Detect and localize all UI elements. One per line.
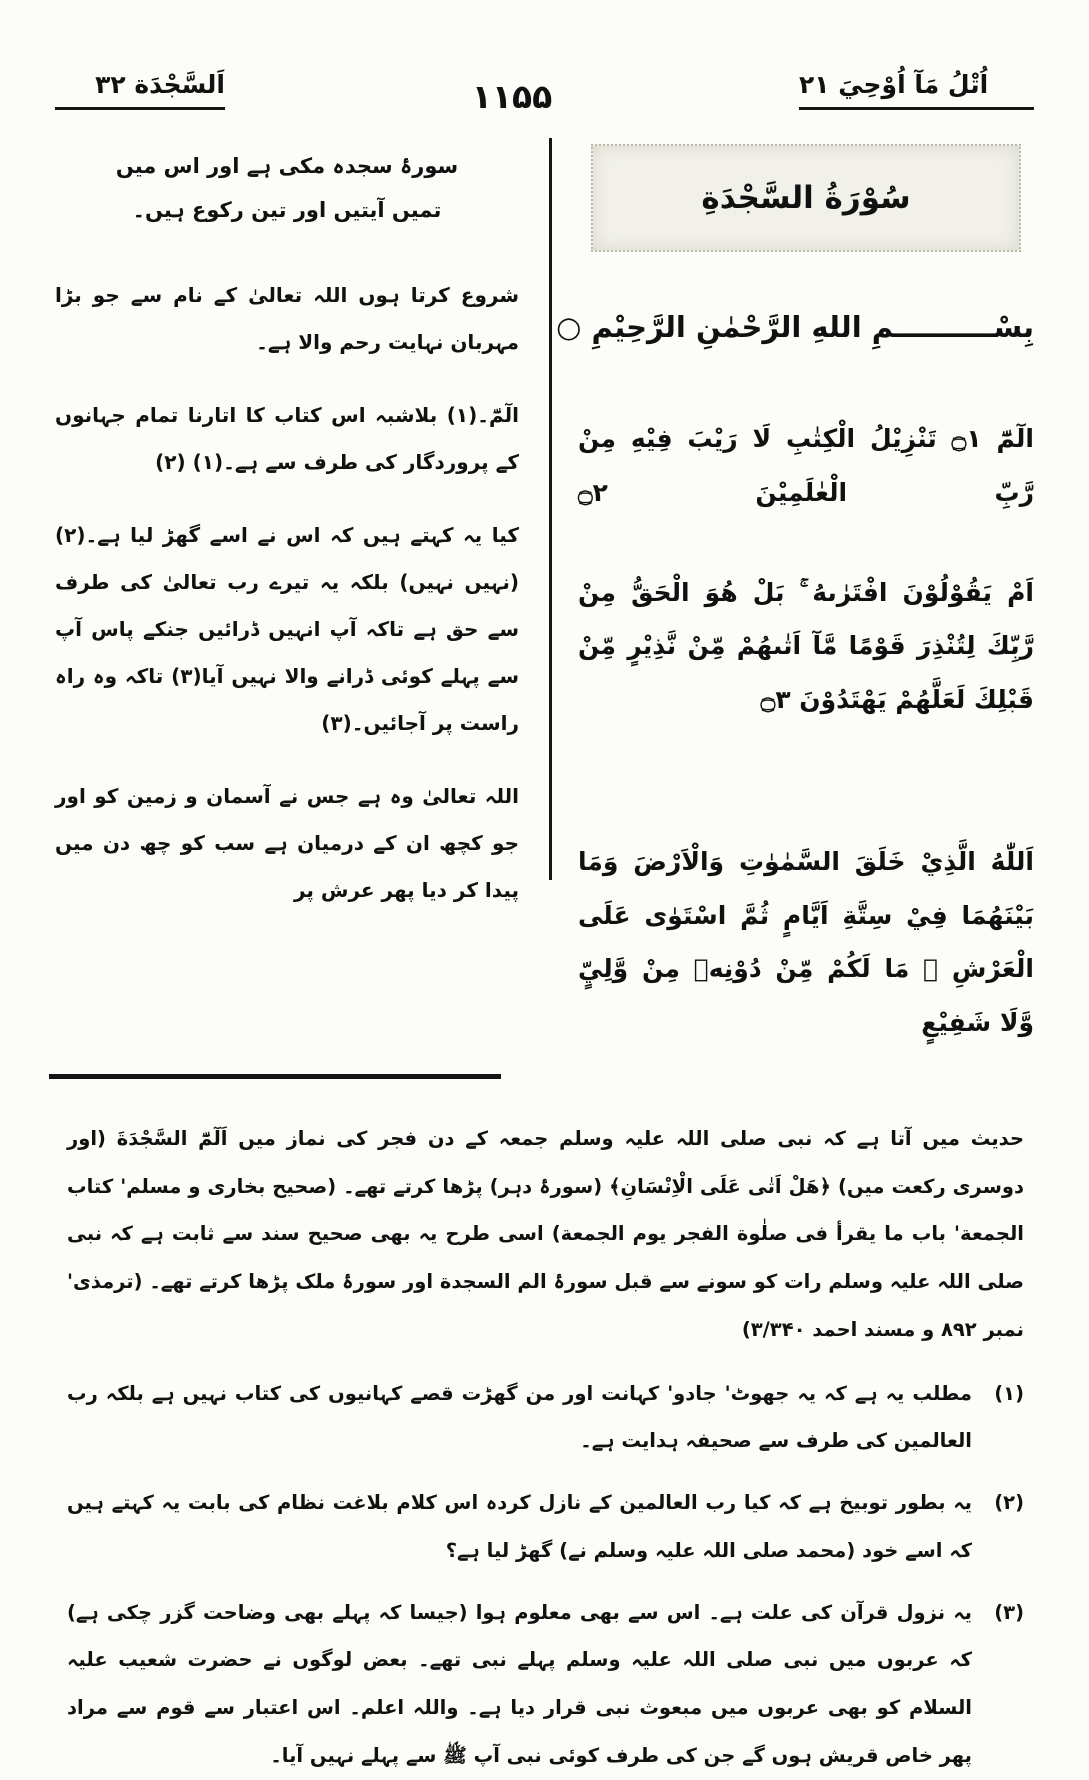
urdu-translation-column [55,138,549,1050]
footnote-separator-rule [49,1074,501,1079]
column-divider-rule [549,138,552,880]
hadith-reference-note: حدیث میں آتا ہے کہ نبی صلی اللہ علیہ وسلم جمعہ کے دن فجر کی نماز میں اَلٓمّٓ السَّجْدَةَ (اور دوسری رکعت میں) ﴿هَلْ اَتٰى عَلَى الْاِنْسَانِ﴾ (سورۂ دہر) پڑھا کرتے تھے۔ (صحیح بخاری و مسلم' کتاب الجمعة' باب ما یقرأ فی صلٰوة الفجر یوم الجمعة) اسی طرح یہ بھی صحیح سند سے ثابت ہے کہ نبی صلی اللہ علیہ وسلم رات کو سونے سے قبل سورۂ الم السجدة اور سورۂ ملک پڑھا کرتے تھے۔ (ترمذی' نمبر ۸۹۲ و مسند احمد ۳/۳۴۰) [67,1126,1024,1341]
footnote-1-text: مطلب یہ ہے کہ یہ جھوٹ' جادو' کہانت اور من گھڑت قصے کہانیوں کی کتاب نہیں ہے بلکہ رب العالمین کی طرف سے صحیفہ ہدایت ہے۔ [67,1381,972,1453]
footnote-2-marker: (۲) [994,1491,1024,1515]
surah-intro-note: سورۂ سجدہ مکی ہے اور اس میں تمیں آیتیں اور تین رکوع ہیں۔ [115,154,459,223]
page-number: ۱۱۵۵ [471,77,553,116]
translation-verse-4: اللہ تعالیٰ وہ ہے جس نے آسمان و زمین کو اور جو کچھ ان کے درمیان ہے سب کو چھ دن میں پیدا کر دیا پھر عرش پر [55,784,519,903]
page-header [55,70,1034,116]
arabic-verse-3: اَمْ يَقُوْلُوْنَ افْتَرٰىهُ ۚ بَلْ هُوَ الْحَقُّ مِنْ رَّبِّكَ لِتُنْذِرَ قَوْمًا مَّآ اَتٰىهُمْ مِّنْ نَّذِيْرٍ مِّنْ قَبْلِكَ لَعَلَّهُمْ يَهْتَدُوْنَ ۝۳ [578,577,1034,714]
footnote-3-marker: (۳) [994,1600,1024,1624]
surah-title-box [591,144,1021,252]
arabic-verse-1-2: الٓمّٓ ۝۱ تَنْزِيْلُ الْكِتٰبِ لَا رَيْبَ فِيْهِ مِنْ رَّبِّ الْعٰلَمِيْنَ ۝۲ [578,424,1035,507]
arabic-verse-4: اَللّٰهُ الَّذِيْ خَلَقَ السَّمٰوٰتِ وَالْاَرْضَ وَمَا بَيْنَهُمَا فِيْ سِتَّةِ اَيَّامٍ ثُمَّ اسْتَوٰى عَلَى الْعَرْشِ ۭ مَا لَكُمْ مِّنْ دُوْنِهٖ مِنْ وَّلِيٍّ وَّلَا شَفِيْعٍ [578,846,1034,1037]
arabic-column [552,138,1034,1050]
footnote-2 [67,1479,1024,1575]
footnote-3 [67,1589,1024,1780]
footnote-1 [67,1370,1024,1466]
running-head-juz: اُتْلُ مَآ اُوْحِيَ ۲۱ [799,70,1034,110]
running-head-surah: اَلسَّجْدَة ۳۲ [55,70,225,110]
translation-verse-3: کیا یہ کہتے ہیں کہ اس نے اسے گھڑ لیا ہے۔(۲) (نہیں نہیں) بلکہ یہ تیرے رب تعالیٰ کی طرف سے حق ہے تاکہ آپ انہیں ڈرائیں جنکے پاس آپ سے پہلے کوئی ڈرانے والا نہیں آیا(۳) تاکہ وہ راہ راست پر آجائیں۔(۳) [55,523,520,736]
footnote-2-text: یہ بطور توبیخ ہے کہ کیا رب العالمین کے نازل کردہ اس کلام بلاغت نظام کی بابت یہ کہتے ہیں کہ اسے خود (محمد صلی اللہ علیہ وسلم نے) گھڑ لیا ہے؟ [67,1491,972,1562]
bismillah-arabic: بِسْــــــــــمِ اللهِ الرَّحْمٰنِ الرَّحِيْمِ ○ [556,310,1034,344]
bismillah-translation: شروع کرتا ہوں اللہ تعالیٰ کے نام سے جو بڑا مہربان نہایت رحم والا ہے۔ [55,283,519,355]
main-body [55,138,1034,1050]
footnote-3-text: یہ نزول قرآن کی علت ہے۔ اس سے بھی معلوم ہوا (جیسا کہ پہلے بھی وضاحت گزر چکی ہے) کہ عربوں میں نبی صلی اللہ علیہ وسلم پہلے نبی تھے۔ بعض لوگوں نے حضرت شعیب علیہ السلام کو بھی عربوں میں مبعوث نبی قرار دیا ہے۔ واللہ اعلم۔ اس اعتبار سے قوم سے مراد پھر خاص قریش ہوں گے جن کی طرف کوئی نبی آپ ﷺ سے پہلے نہیں آیا۔ [67,1600,972,1767]
surah-title: سُوْرَةُ السَّجْدَةِ [701,180,911,216]
translation-verse-1-2: الٓمّٓ۔(۱) بلاشبہ اس کتاب کا اتارنا تمام جہانوں کے پروردگار کی طرف سے ہے۔(۱) (۲) [55,403,519,475]
footnotes-section [55,1109,1034,1780]
footnote-1-marker: (۱) [994,1381,1024,1405]
